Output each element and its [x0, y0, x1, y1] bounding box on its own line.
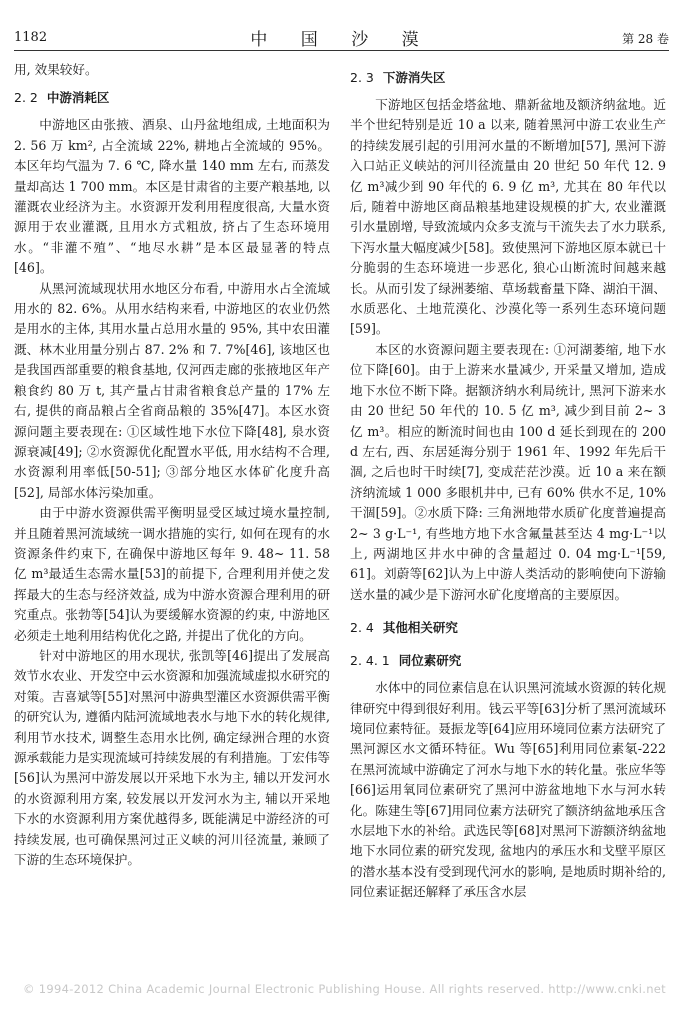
subsection-heading-2-4-1 — [350, 651, 666, 671]
copyright-watermark: © 1994-2012 China Academic Journal Electronic Publishing House. All rights reserved. http://www.cnki.net — [23, 982, 666, 996]
paragraph: 水体中的同位素信息在认识黑河流域水资源的转化规律研究中得到很好利用。钱云平等[63]分析了黑河流域环境同位素特征。聂振龙等[64]应用环境同位素方法研究了黑河源区水文循环特征。Wu 等[65]利用同位素氡-222 在黑河流域中游确定了河水与地下水的转化量。张应华等[66]运用氧同位素研究了黑河中游盆地地下水与河水转化。陈建生等[67]用同位素方法研究了额济纳盆地承压含水层地下水的补给。武选民等[68]对黑河下游额济纳盆地地下水同位素的研究发现, 盆地内的承压水和戈壁平原区的潜水基本没有受到现代河水的影响, 是地质时期补给的, 同位素证据还解释了承压含水层 — [350, 680, 666, 900]
section-number: 2. 3 — [350, 70, 374, 85]
left-column — [14, 60, 330, 870]
section-title: 其他相关研究 — [382, 620, 458, 636]
paragraph: 中游地区由张掖、酒泉、山丹盆地组成, 土地面积为 2. 56 万 km², 占全流域 22%, 耕地占全流域的 95%。本区年均气温为 7. 6 ℃, 降水量 140 mm 左右, 而蒸发量却高达 1 700 mm。本区是甘肃省的主要产粮基地, 以灌溉农业经济为主。水资源开发利用程度很高, 大量水资源用于农业灌溉, 且用水方式粗放, 挤占了生态环境用水。“非灌不殖”、“地尽水耕”是本区最显著的特点[46]。 — [14, 117, 330, 276]
page-number: 1182 — [14, 30, 48, 45]
paragraph-continued: 用, 效果较好。 — [14, 62, 98, 77]
paragraph: 本区的水资源问题主要表现在: ①河湖萎缩, 地下水位下降[60]。由于上游来水量减少, 开采量又增加, 造成地下水位不断下降。据额济纳水利局统计, 黑河下游来水由 20 世纪 50 年代的 10. 5 亿 m³, 减少到目前 2~ 3 亿 m³。相应的断流时间也由 100 d 延长到现在的 200 d 左右, 西、东居延海分别于 1961 年、1992 年先后干涸, 之后也时干时续[7], 变成茫茫沙漠。近 10 a 来在额济纳流域 1 000 多眼机井中, 已有 60% 供水不足, 10% 干涸[59]。②水质下降: 三角洲地带水质矿化度普遍提高 2~ 3 g·L⁻¹, 有些地方地下水含氟量甚至达 4 mg·L⁻¹以上, 两湖地区井水中砷的含量超过 0. 04 mg·L⁻¹[59, 61]。刘蔚等[62]认为上中游人类活动的影响使向下游输送水量的减少是下游河水矿化度增高的主要原因。 — [350, 341, 666, 602]
paragraph: 下游地区包括金塔盆地、鼎新盆地及额济纳盆地。近半个世纪特别是近 10 a 以来, 随着黑河中游工农业生产的持续发展引起的引用河水量的不断增加[57], 黑河下游入口站正义峡站的河川径流量由 20 世纪 50 年代 12. 9 亿 m³减少到 90 年代的 6. 9 亿 m³, 尤其在 80 年代以后, 随着中游地区商品粮基地建设规模的扩大, 农业灌溉引水量剧增, 导致流域内众多支流与干流失去了水力联系, 下泻水量大幅度减少[58]。致使黑河下游地区原本就已十分脆弱的生态环境进一步恶化, 狼心山断流时间越来越长。从而引发了绿洲萎缩、草场载畜量下降、湖泊干涸、水质恶化、土地荒漠化、沙漠化等一系列生态环境问题[59]。 — [350, 97, 666, 337]
paragraph: 针对中游地区的用水现状, 张凯等[46]提出了发展高效节水农业、开发空中云水资源和加强流域虚拟水研究的对策。吉喜斌等[55]对黑河中游典型灌区水资源供需平衡的研究认为, 遵循内陆河流域地表水与地下水的转化规律, 利用节水技术, 调整生态用水比例, 确定绿洲合理的水资源承载能力是实现流域可持续发展的有利措施。丁宏伟等[56]认为黑河中游发展以开采地下水为主, 辅以开发河水的水资源利用方案, 较发展以开发河水为主, 辅以开采地下水的水资源利用方案优越得多, 既能满足中游经济的可持续发展, 也可确保黑河过正义峡的河川径流量, 兼顾了下游的生态环境保护。 — [14, 647, 330, 868]
journal-title: 中 国 沙 漠 — [250, 30, 433, 50]
section-heading-2-4 — [350, 618, 666, 638]
section-title: 中游消耗区 — [46, 90, 110, 106]
volume-label: 第 28 卷 — [622, 32, 669, 46]
paragraph: 从黑河流域现状用水地区分布看, 中游用水占全流域用水的 82. 6%。从用水结构来看, 中游地区的农业仍然是用水的主体, 其用水量占总用水量的 95%, 其中农田灌溉、林木业用量分别占 87. 2% 和 7. 7%[46], 该地区也是我国西部重要的粮食基地, 仅河西走廊的张掖地区年产粮食约 80 万 t, 其产量占甘肃省粮食总产量的 17% 左右, 提供的商品粮占全省商品粮的 35%[47]。本区水资源问题主要表现在: ①区域性地下水位下降[48], 泉水资源衰减[49]; ②水资源优化配置水平低, 用水结构不合理, 水资源利用率低[50-51]; ③部分地区水体矿化度升高[52], 局部水体污染加重。 — [14, 280, 330, 500]
paragraph: 由于中游水资源供需平衡明显受区域过境水量控制, 并且随着黑河流域统一调水措施的实行, 如何在现有的水资源条件约束下, 在确保中游地区每年 9. 48~ 11. 58 亿 m³最适生态需水量[53]的前提下, 合理利用并使之发挥最大的生态与经济效益, 成为中游水资源合理利用的研究重点。张勃等[54]认为要缓解水资源的约束, 中游地区必须走土地利用结构优化之路, 并提出了优化的方向。 — [14, 505, 330, 643]
right-column — [350, 60, 666, 903]
section-number: 2. 2 — [14, 90, 38, 106]
section-title: 下游消失区 — [382, 70, 446, 85]
section-heading-2-2 — [14, 88, 330, 108]
section-number: 2. 4 — [350, 620, 374, 636]
running-header — [14, 24, 669, 51]
section-title: 同位素研究 — [398, 653, 462, 669]
section-number: 2. 4. 1 — [350, 653, 390, 669]
section-heading-2-3 — [350, 68, 666, 88]
